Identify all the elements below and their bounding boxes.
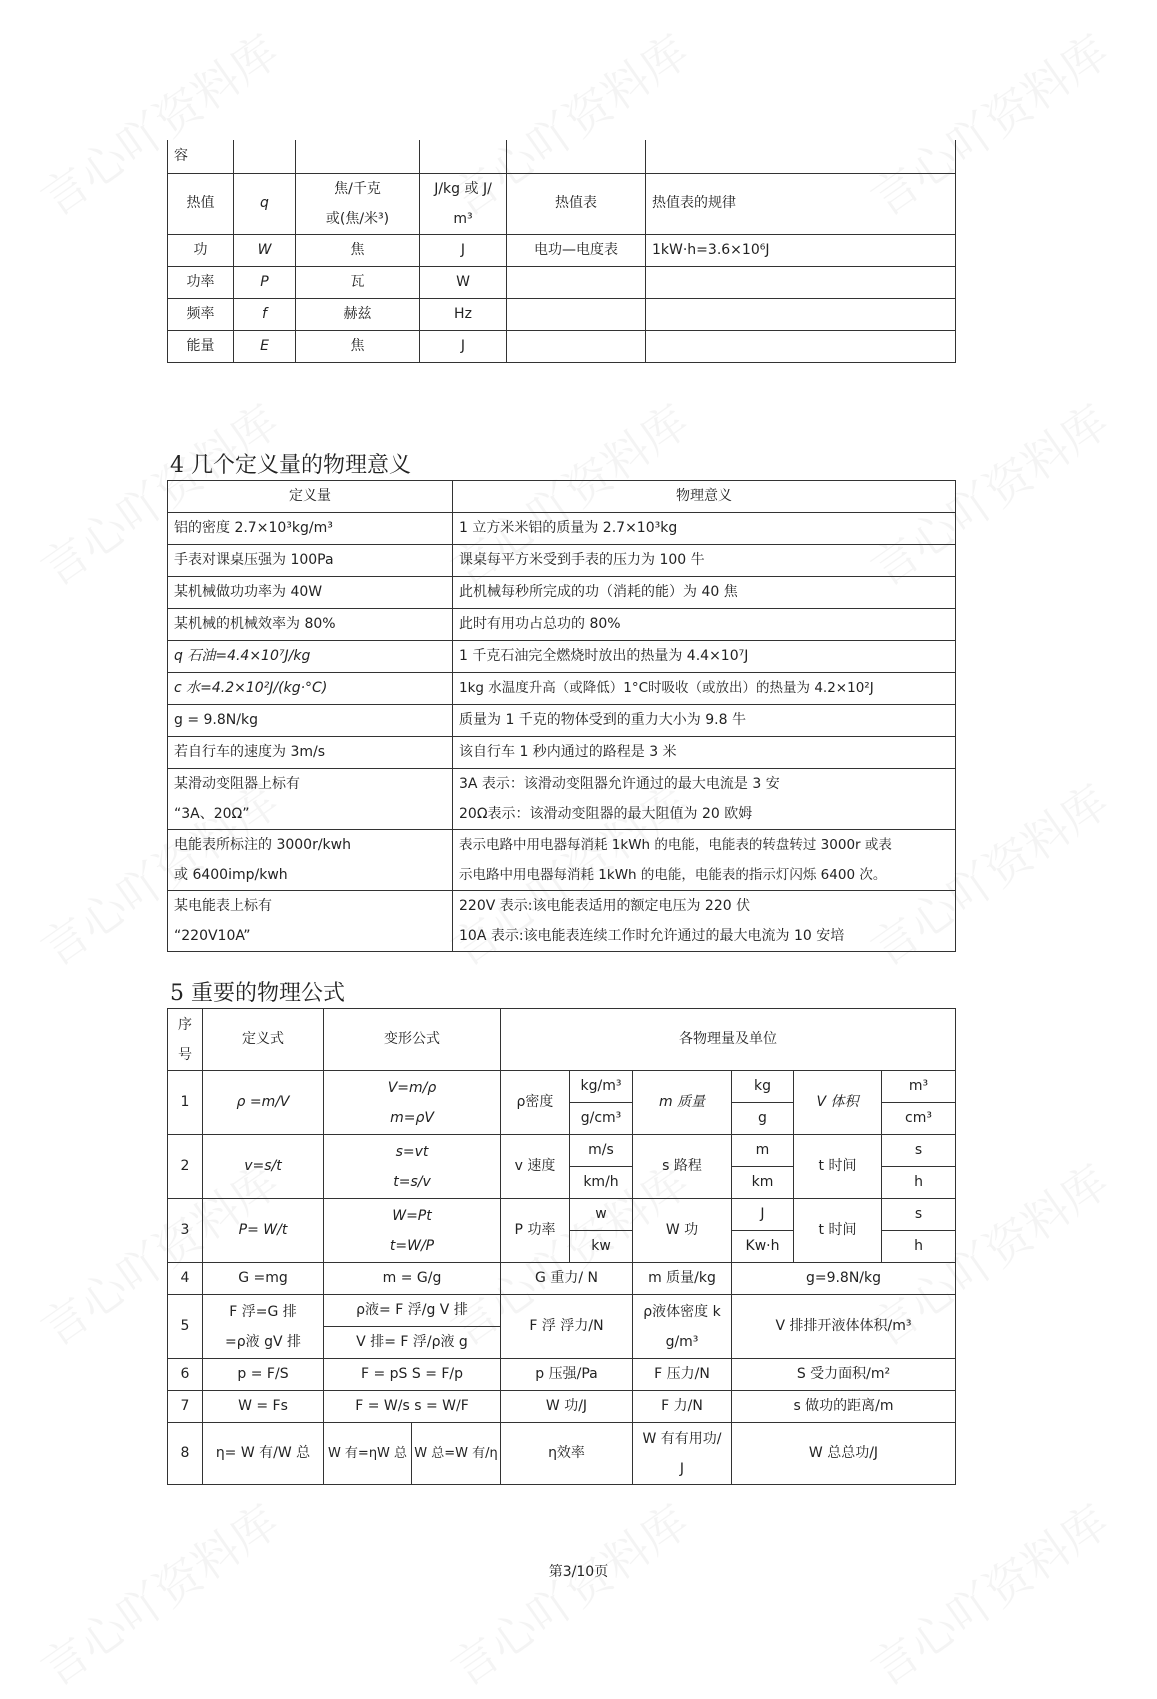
cell-symbol: q (234, 173, 296, 234)
table-row: 频率 f 赫兹 Hz (168, 298, 956, 330)
table-row: 铝的密度 2.7×10³kg/m³ 1 立方米米铝的质量为 2.7×10³kg (168, 513, 956, 545)
table-row: km/h km h (168, 1167, 956, 1199)
section-title: 4 几个定义量的物理意义 (170, 453, 411, 478)
definition-table (167, 480, 956, 952)
quantities-table-continued (167, 140, 956, 363)
header-definition: 定义量 (168, 481, 453, 513)
cell-unit: J/kg 或 J/ m³ (420, 173, 507, 234)
table-row: kw Kw·h h (168, 1231, 956, 1263)
table-row: 电能表所标注的 3000r/kwh 或 6400imp/kwh 表示电路中用电器每消耗 1kWh 的电能，电能表的转盘转过 3000r 或表 示电路中用电器每消耗 1kWh 的电能，电能表的指示灯闪烁 6400 次。 (168, 830, 956, 891)
watermark (436, 1487, 700, 1699)
header-def: 定义式 (203, 1009, 324, 1071)
cell-name: 容 (168, 140, 234, 173)
header-quantities: 各物理量及单位 (501, 1009, 956, 1071)
formula-table (167, 1008, 956, 1485)
watermark (26, 1487, 290, 1699)
table-row: 功率 P 瓦 W (168, 266, 956, 298)
table-row: 8 η= W 有/W 总 W 有=ηW 总 W 总=W 有/η η效率 W 有有用功/ J W 总总功/J (168, 1423, 956, 1485)
table-row: g = 9.8N/kg 质量为 1 千克的物体受到的重力大小为 9.8 牛 (168, 705, 956, 737)
table-row (168, 173, 956, 234)
table-row: 能量 E 焦 J (168, 330, 956, 362)
page-number: 第3/10页 (548, 1564, 609, 1580)
table-row: g/cm³ g cm³ (168, 1103, 956, 1135)
table-row: 某电能表上标有 “220V10A” 220V 表示:该电能表适用的额定电压为 220 伏 10A 表示:该电能表连续工作时允许通过的最大电流为 10 安培 (168, 891, 956, 952)
table-row: c 水=4.2×10²J/(kg·°C) 1kg 水温度升高（或降低）1°C时吸收（或放出）的热量为 4.2×10²J (168, 673, 956, 705)
table-row: 5 F 浮=G 排 =ρ液 gV 排 ρ液= F 浮/g V 排 F 浮 浮力/N ρ液体密度 k g/m³ V 排排开液体体积/m³ (168, 1295, 956, 1327)
table-row: 2 v=s/t s=vt t=s/v v 速度 m/s s 路程 m t 时间 s (168, 1135, 956, 1167)
table-row: 某机械做功功率为 40W 此机械每秒所完成的功（消耗的能）为 40 焦 (168, 577, 956, 609)
header-no: 序 号 (168, 1009, 203, 1071)
table-header-row (168, 481, 956, 513)
table-row: 7 W = Fs F = W/s s = W/F W 功/J F 力/N s 做功的距离/m (168, 1391, 956, 1423)
table-row: 4 G =mg m = G/g G 重力/ N m 质量/kg g=9.8N/kg (168, 1263, 956, 1295)
table-row: 3 P= W/t W=Pt t=W/P P 功率 w W 功 J t 时间 s (168, 1199, 956, 1231)
table-row (168, 140, 956, 173)
table-header-row (168, 1009, 956, 1071)
header-variant: 变形公式 (324, 1009, 501, 1071)
table-row: 6 p = F/S F = pS S = F/p p 压强/Pa F 压力/N S 受力面积/m² (168, 1359, 956, 1391)
cell-name: 热值 (168, 173, 234, 234)
table-row: 若自行车的速度为 3m/s 该自行车 1 秒内通过的路程是 3 米 (168, 737, 956, 769)
table-row: 手表对课桌压强为 100Pa 课桌每平方米受到手表的压力为 100 牛 (168, 545, 956, 577)
table-row: 功 W 焦 J 电功—电度表 1kW·h=3.6×10⁶J (168, 234, 956, 266)
section-title: 5 重要的物理公式 (170, 981, 345, 1006)
table-row: 1 ρ =m/V V=m/ρ m=ρV ρ密度 kg/m³ m 质量 kg V 体积 m³ (168, 1071, 956, 1103)
header-meaning: 物理意义 (453, 481, 956, 513)
cell-instrument: 热值表 (507, 173, 646, 234)
table-row: 某滑动变阻器上标有 “3A、20Ω” 3A 表示：该滑动变阻器允许通过的最大电流是 3 安 20Ω表示：该滑动变阻器的最大阻值为 20 欧姆 (168, 769, 956, 830)
table-row: q 石油=4.4×10⁷J/kg 1 千克石油完全燃烧时放出的热量为 4.4×10⁷J (168, 641, 956, 673)
cell-unit-cn: 焦/千克 或(焦/米³) (296, 173, 420, 234)
cell-note: 热值表的规律 (646, 173, 956, 234)
table-row: V 排= F 浮/ρ液 g (168, 1327, 956, 1359)
watermark (856, 1487, 1120, 1699)
table-row: 某机械的机械效率为 80% 此时有用功占总功的 80% (168, 609, 956, 641)
